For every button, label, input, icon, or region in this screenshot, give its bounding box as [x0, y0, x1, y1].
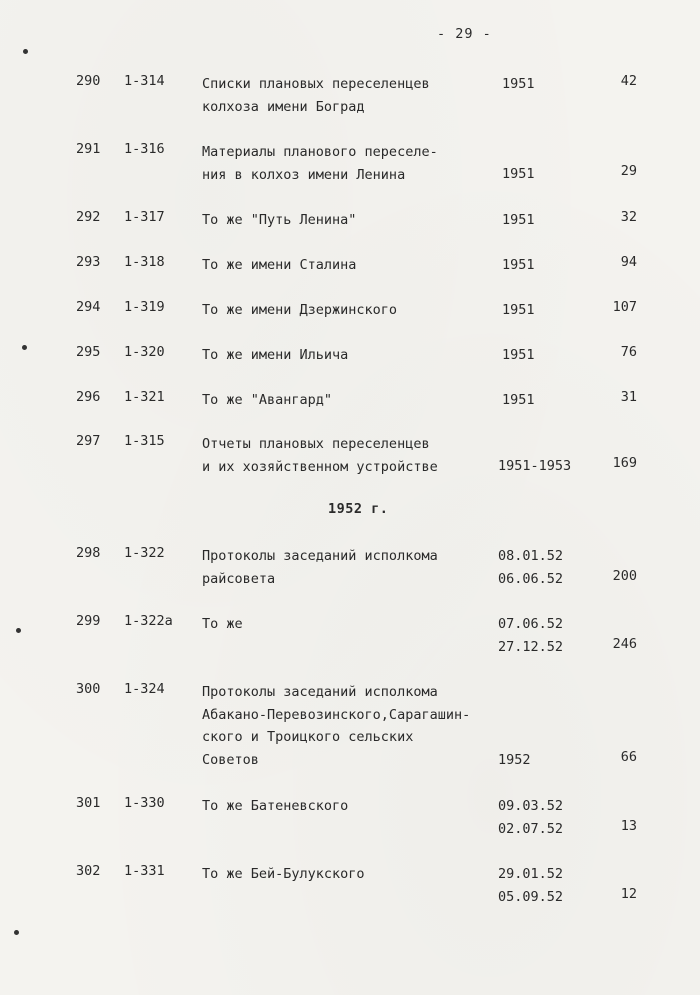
entry-title [202, 613, 243, 636]
section-heading-year: 1952 г. [328, 501, 389, 517]
entry-sheet-count: 42 [620, 73, 637, 89]
entry-date: 1951 [502, 392, 535, 408]
entry-number: 299 [76, 613, 101, 629]
entry-title [202, 681, 470, 771]
entry-code: 1-316 [124, 141, 165, 157]
entry-date-start: 29.01.52 [498, 866, 564, 882]
entry-date: 1952 [498, 752, 531, 768]
entry-sheet-count: 12 [620, 886, 637, 902]
entry-sheet-count: 76 [620, 344, 637, 360]
entry-sheet-count: 246 [612, 636, 637, 652]
entry-title-line: То же [202, 616, 243, 632]
entry-number: 301 [76, 795, 101, 811]
entry-title [202, 73, 430, 118]
scan-speck [23, 49, 28, 54]
entry-title-line: Протоколы заседаний исполкома [202, 548, 438, 564]
entry-number: 290 [76, 73, 101, 89]
entry-date-range [498, 613, 563, 658]
entry-title-line: То же имени Ильича [202, 347, 349, 363]
entry-title [202, 254, 356, 277]
scan-speck [22, 345, 27, 350]
entry-code: 1-330 [124, 795, 165, 811]
entry-date: 1951 [502, 166, 535, 182]
entry-title [202, 299, 397, 322]
entry-title [202, 545, 438, 590]
entry-title [202, 433, 438, 478]
entry-title-line: То же "Путь Ленина" [202, 212, 357, 228]
entry-title-line: Материалы планового переселе- [202, 144, 438, 160]
entry-title-line: ского и Троицкого сельских [202, 729, 414, 745]
entry-title-line: Списки плановых переселенцев [202, 76, 430, 92]
entry-code: 1-324 [124, 681, 165, 697]
entry-number: 291 [76, 141, 101, 157]
entry-sheet-count: 200 [612, 568, 637, 584]
entry-title [202, 389, 332, 412]
entry-code: 1-322а [124, 613, 173, 629]
entry-title [202, 795, 348, 818]
entry-code: 1-319 [124, 299, 165, 315]
entry-date: 1951 [502, 302, 535, 318]
entry-code: 1-314 [124, 73, 165, 89]
entry-date-range [498, 863, 563, 908]
entry-title [202, 209, 356, 232]
scan-speck [16, 628, 21, 633]
entry-sheet-count: 169 [612, 455, 637, 471]
entry-date: 1951 [502, 347, 535, 363]
entry-code: 1-315 [124, 433, 165, 449]
entry-date-range [498, 795, 563, 840]
entry-date: 1951 [502, 257, 535, 273]
scan-speck [14, 930, 19, 935]
entry-title [202, 863, 365, 886]
entry-title-line: Советов [202, 751, 259, 768]
entry-code: 1-322 [124, 545, 165, 561]
entry-sheet-count: 94 [620, 254, 637, 270]
entry-title [202, 344, 348, 367]
entry-number: 292 [76, 209, 101, 225]
entry-code: 1-317 [124, 209, 165, 225]
entry-sheet-count: 32 [620, 209, 637, 225]
entry-title [202, 141, 438, 186]
entry-code: 1-321 [124, 389, 165, 405]
entry-title-line: и их хозяйственном устройстве [202, 458, 438, 475]
entry-title-line: Отчеты плановых переселенцев [202, 436, 430, 452]
entry-number: 295 [76, 344, 101, 360]
entry-sheet-count: 31 [620, 389, 637, 405]
entry-title-line: То же "Авангард" [202, 392, 333, 408]
entry-number: 300 [76, 681, 101, 697]
entry-title-line: То же имени Дзержинского [202, 302, 398, 318]
page-number: - 29 - [437, 26, 492, 42]
entry-number: 294 [76, 299, 101, 315]
entry-date-range [498, 545, 563, 590]
entry-date-start: 07.06.52 [498, 616, 564, 632]
entry-date-end: 06.06.52 [498, 570, 564, 587]
entry-title-line: ния в колхоз имени Ленина [202, 166, 406, 183]
entry-sheet-count: 107 [612, 299, 637, 315]
entry-date-start: 08.01.52 [498, 548, 564, 564]
entry-title-line: райсовета [202, 570, 276, 587]
entry-title-line: То же Бей-Булукского [202, 866, 365, 882]
entry-number: 302 [76, 863, 101, 879]
entry-code: 1-331 [124, 863, 165, 879]
entry-sheet-count: 29 [620, 163, 637, 179]
entry-sheet-count: 66 [620, 749, 637, 765]
entry-title-line: То же имени Сталина [202, 257, 357, 273]
entry-date-end: 02.07.52 [498, 820, 564, 837]
entry-date-end: 05.09.52 [498, 888, 564, 905]
entry-sheet-count: 13 [620, 818, 637, 834]
entry-code: 1-318 [124, 254, 165, 270]
entry-number: 298 [76, 545, 101, 561]
entry-date-start: 09.03.52 [498, 798, 564, 814]
entry-date-end: 27.12.52 [498, 638, 564, 655]
entry-number: 297 [76, 433, 101, 449]
entry-title-line: Протоколы заседаний исполкома [202, 684, 438, 700]
entry-date: 1951 [502, 212, 535, 228]
entry-code: 1-320 [124, 344, 165, 360]
entry-date: 1951 [502, 76, 535, 92]
entry-number: 293 [76, 254, 101, 270]
entry-title-line: колхоза имени Боград [202, 98, 365, 115]
entry-title-line: То же Батеневского [202, 798, 349, 814]
entry-title-line: Абакано-Перевозинского,Сарагашин- [202, 706, 471, 723]
entry-number: 296 [76, 389, 101, 405]
entry-date: 1951-1953 [498, 458, 572, 474]
